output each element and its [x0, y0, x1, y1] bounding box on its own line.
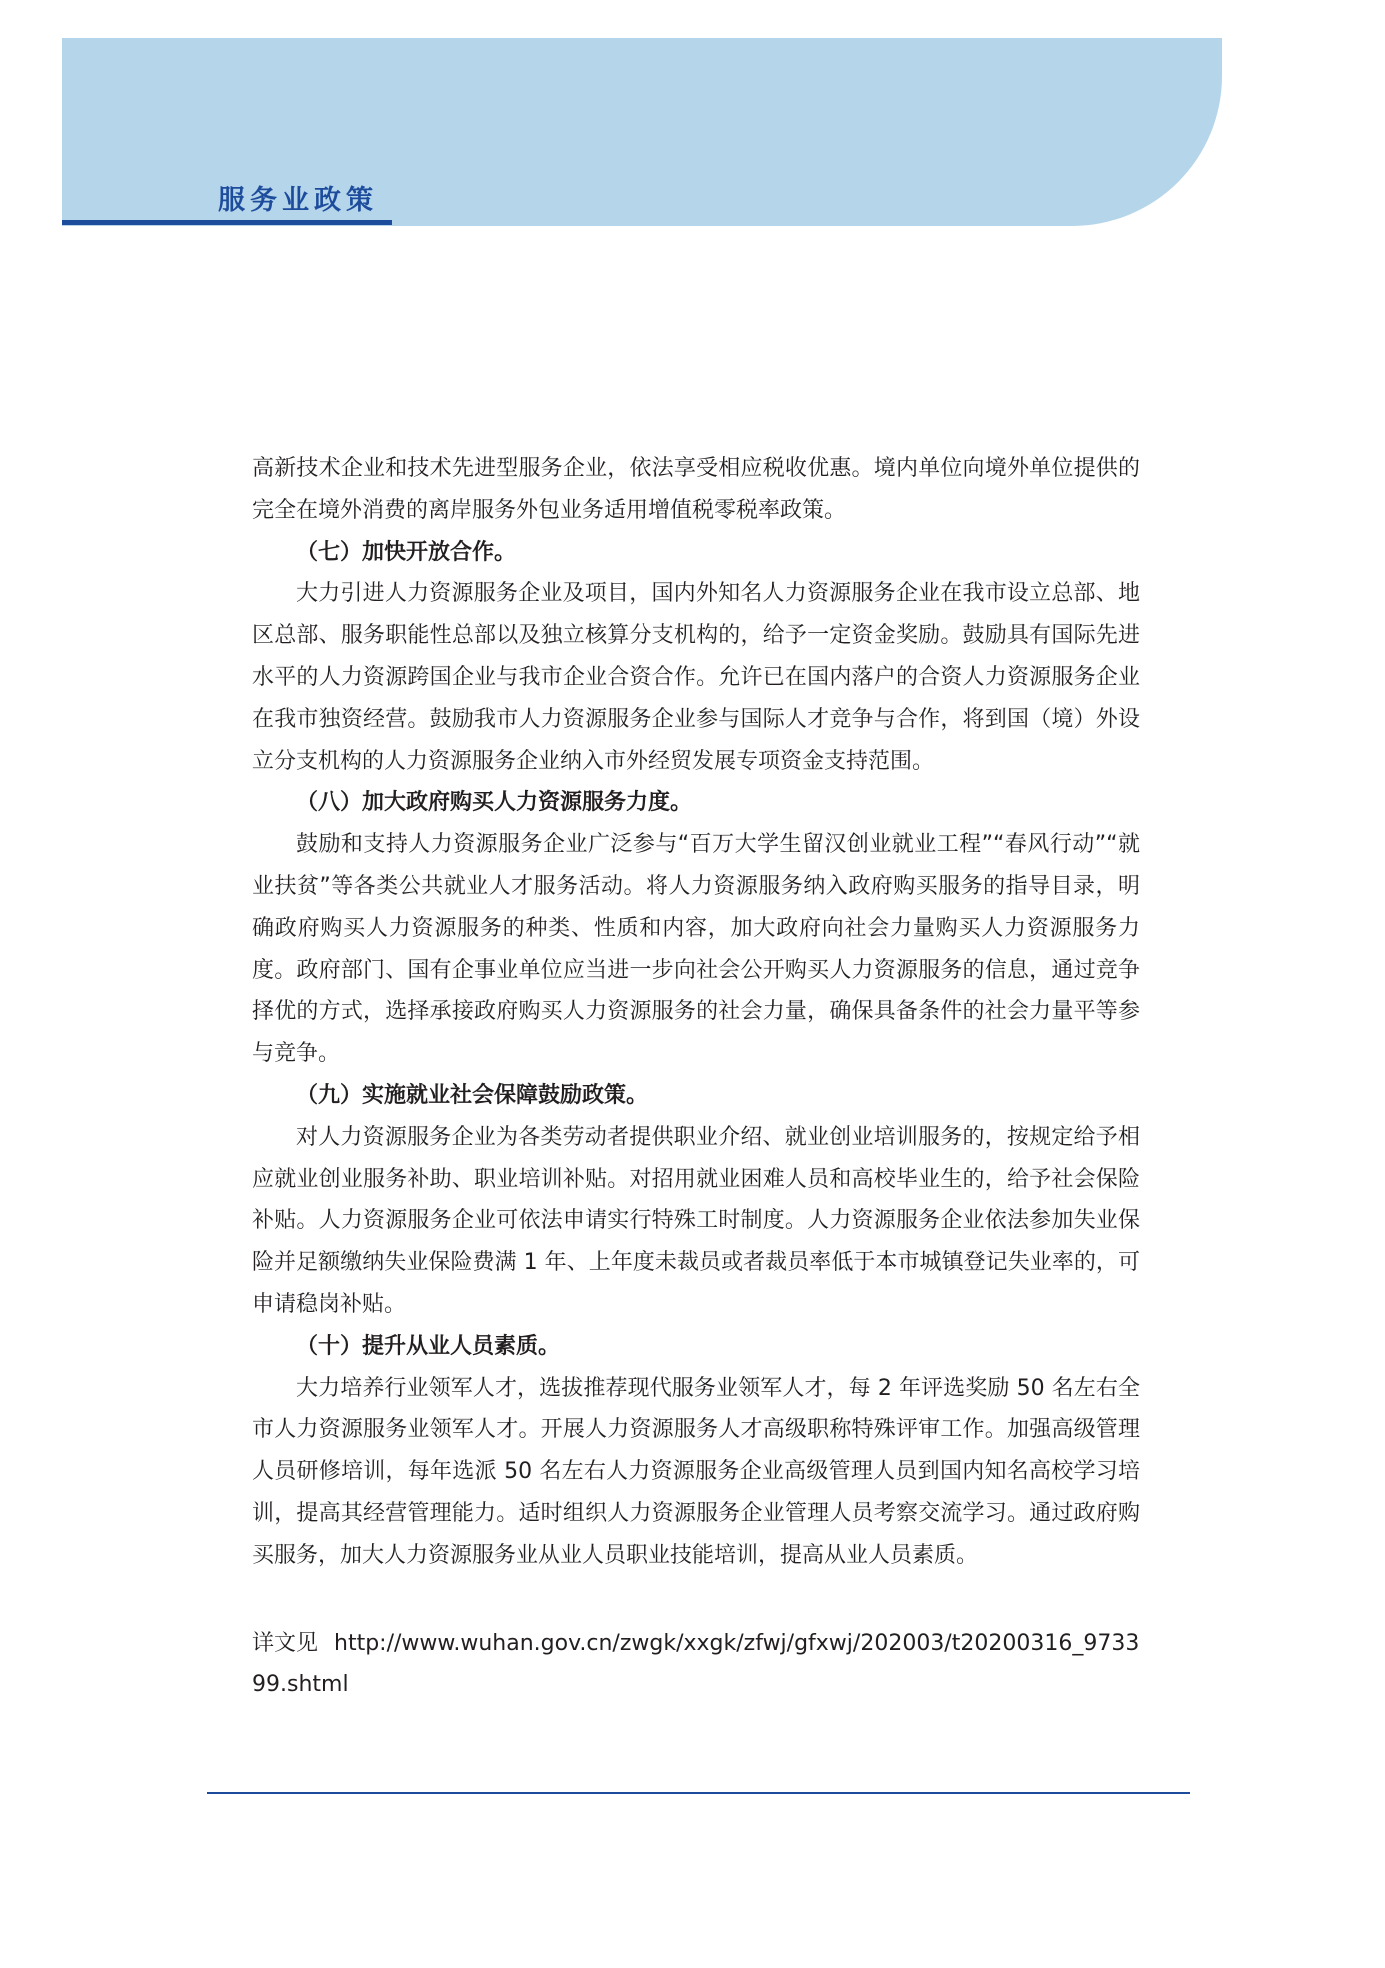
paragraph-government-purchase: 鼓励和支持人力资源服务企业广泛参与“百万大学生留汉创业就业工程”“春风行动”“就业扶贫”等各类公共就业人才服务活动。将人力资源服务纳入政府购买服务的指导目录，明确政府购买人力资源服务的种类、性质和内容，加大政府向社会力量购买人力资源服务力度。政府部门、国有企事业单位应当进一步向社会公开购买人力资源服务的信息，通过竞争择优的方式，选择承接政府购买人力资源服务的社会力量，确保具备条件的社会力量平等参与竞争。 [252, 832, 1140, 1067]
section-heading-7: （七）加快开放合作。 [296, 539, 517, 565]
paragraph-social-security: 对人力资源服务企业为各类劳动者提供职业介绍、就业创业培训服务的，按规定给予相应就业创业服务补助、职业培训补贴。对招用就业困难人员和高校毕业生的，给予社会保险补贴。人力资源服务企业可依法申请实行特殊工时制度。人力资源服务企业依法参加失业保险并足额缴纳失业保险费满 1 年、上年度未裁员或者裁员率低于本市城镇登记失业率的，可申请稳岗补贴。 [252, 1124, 1140, 1317]
paragraph-staff-quality: 大力培养行业领军人才，选拔推荐现代服务业领军人才，每 2 年评选奖励 50 名左右全市人力资源服务业领军人才。开展人力资源服务人才高级职称特殊评审工作。加强高级管理人员研修培训，每年选派 50 名左右人力资源服务企业高级管理人员到国内知名高校学习培训，提高其经营管理能力。适时组织人力资源服务企业管理人员考察交流学习。通过政府购买服务，加大人力资源服务业从业人员职业技能培训，提高从业人员素质。 [252, 1375, 1140, 1568]
section-heading-8: （八）加大政府购买人力资源服务力度。 [296, 790, 693, 816]
paragraph-open-cooperation: 大力引进人力资源服务企业及项目，国内外知名人力资源服务企业在我市设立总部、地区总部、服务职能性总部以及独立核算分支机构的，给予一定资金奖励。鼓励具有国际先进水平的人力资源跨国企业与我市企业合资合作。允许已在国内落户的合资人力资源服务企业在我市独资经营。鼓励我市人力资源服务企业参与国际人才竞争与合作，将到国（境）外设立分支机构的人力资源服务企业纳入市外经贸发展专项资金支持范围。 [252, 581, 1140, 774]
reference-block [252, 1623, 1140, 1705]
paragraph-continuation: 高新技术企业和技术先进型服务企业，依法享受相应税收优惠。境内单位向境外单位提供的完全在境外消费的离岸服务外包业务适用增值税零税率政策。 [252, 456, 1140, 523]
reference-label: 详文见 [252, 1631, 319, 1656]
section-heading-9: （九）实施就业社会保障鼓励政策。 [296, 1082, 649, 1108]
header-underline [62, 220, 392, 225]
reference-link[interactable]: http://www.wuhan.gov.cn/zwgk/xxgk/zfwj/gfxwj/202003/t20200316_973399.shtml [252, 1631, 1140, 1697]
article-body [252, 448, 1140, 1577]
footer-divider [207, 1792, 1190, 1794]
section-heading-10: （十）提升从业人员素质。 [296, 1333, 561, 1359]
section-title: 服务业政策 [218, 185, 378, 216]
